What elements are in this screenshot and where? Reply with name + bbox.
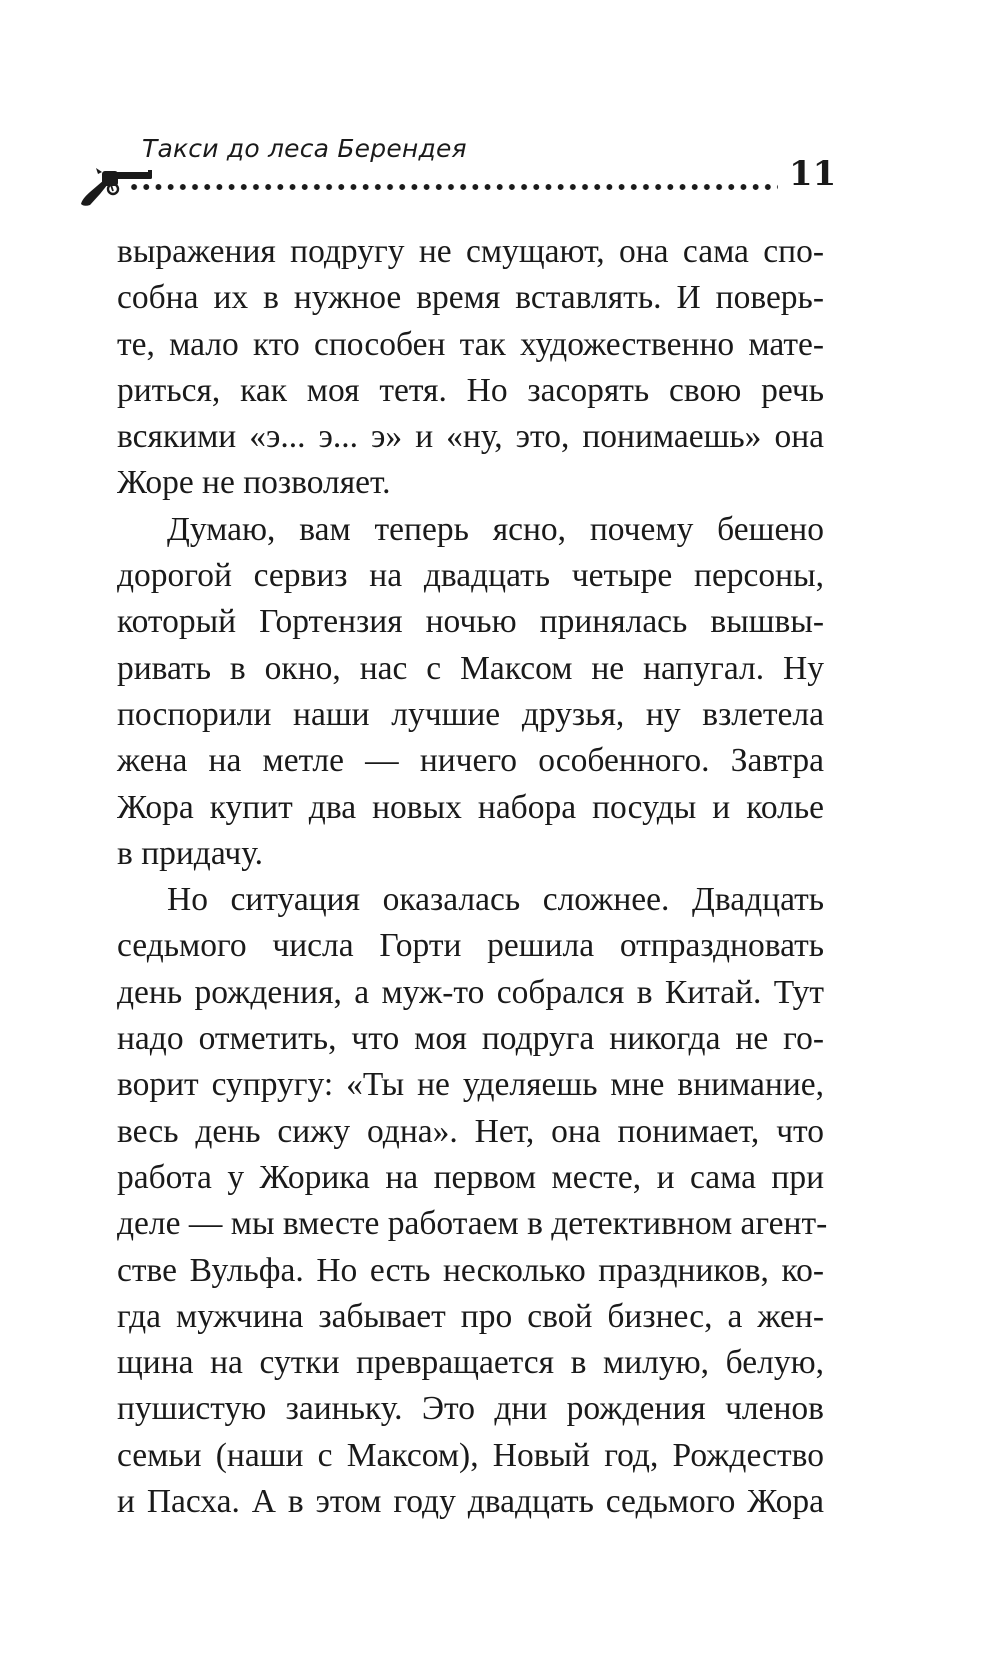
text-line: и Пасха. А в этом году двадцать седьмого Жора	[117, 1483, 824, 1521]
text-line: который Гортензия ночью принялась вышвы-	[117, 603, 824, 641]
text-line: деле — мы вместе работаем в детективном агент-	[117, 1205, 828, 1243]
text-line: пушистую заиньку. Это дни рождения членов	[117, 1390, 824, 1428]
text-line: в придачу.	[117, 834, 263, 872]
paragraph	[117, 229, 824, 507]
text-line: дорогой сервиз на двадцать четыре персоны,	[117, 557, 824, 595]
running-title: Такси до леса Берендея	[142, 134, 467, 163]
text-line: семьи (наши с Максом), Новый год, Рождество	[117, 1436, 824, 1474]
text-line: Жоре не позволяет.	[117, 464, 391, 502]
text-line: ворит супругу: «Ты не уделяешь мне внимание,	[117, 1066, 824, 1104]
text-line: надо отметить, что моя подруга никогда не го-	[117, 1020, 824, 1058]
text-line: те, мало кто способен так художественно мате-	[117, 325, 824, 363]
body-text	[117, 229, 828, 1525]
text-line: седьмого числа Горти решила отпраздновать	[117, 927, 824, 965]
text-line: гда мужчина забывает про свой бизнес, а жен-	[117, 1297, 824, 1335]
text-line: весь день сижу одна». Нет, она понимает, что	[117, 1112, 824, 1150]
text-line: день рождения, а муж-то собрался в Китай. Тут	[117, 973, 824, 1011]
text-line: жена на метле — ничего особенного. Завтра	[117, 742, 824, 780]
text-line: работа у Жорика на первом месте, и сама при	[117, 1158, 824, 1196]
text-line: ривать в окно, нас с Максом не напугал. Ну	[117, 649, 824, 687]
text-line: стве Вульфа. Но есть несколько праздников, ко-	[117, 1251, 824, 1289]
dot-leader	[128, 183, 778, 191]
text-line: Думаю, вам теперь ясно, почему бешено	[167, 510, 824, 548]
text-line: Жора купит два новых набора посуды и колье	[117, 788, 824, 826]
page-number: 11	[789, 154, 837, 194]
text-line: всякими «э... э... э» и «ну, это, понимаешь» она	[117, 418, 824, 456]
text-line: щина на сутки превращается в милую, белую,	[117, 1344, 824, 1382]
text-line: риться, как моя тетя. Но засорять свою речь	[117, 371, 824, 409]
paragraph	[117, 877, 828, 1525]
text-line: поспорили наши лучшие друзья, ну взлетела	[117, 695, 824, 733]
text-line: собна их в нужное время вставлять. И поверь-	[117, 279, 824, 317]
text-line: Но ситуация оказалась сложнее. Двадцать	[167, 881, 824, 919]
text-line: выражения подругу не смущают, она сама спо-	[117, 233, 824, 270]
paragraph	[117, 507, 824, 877]
